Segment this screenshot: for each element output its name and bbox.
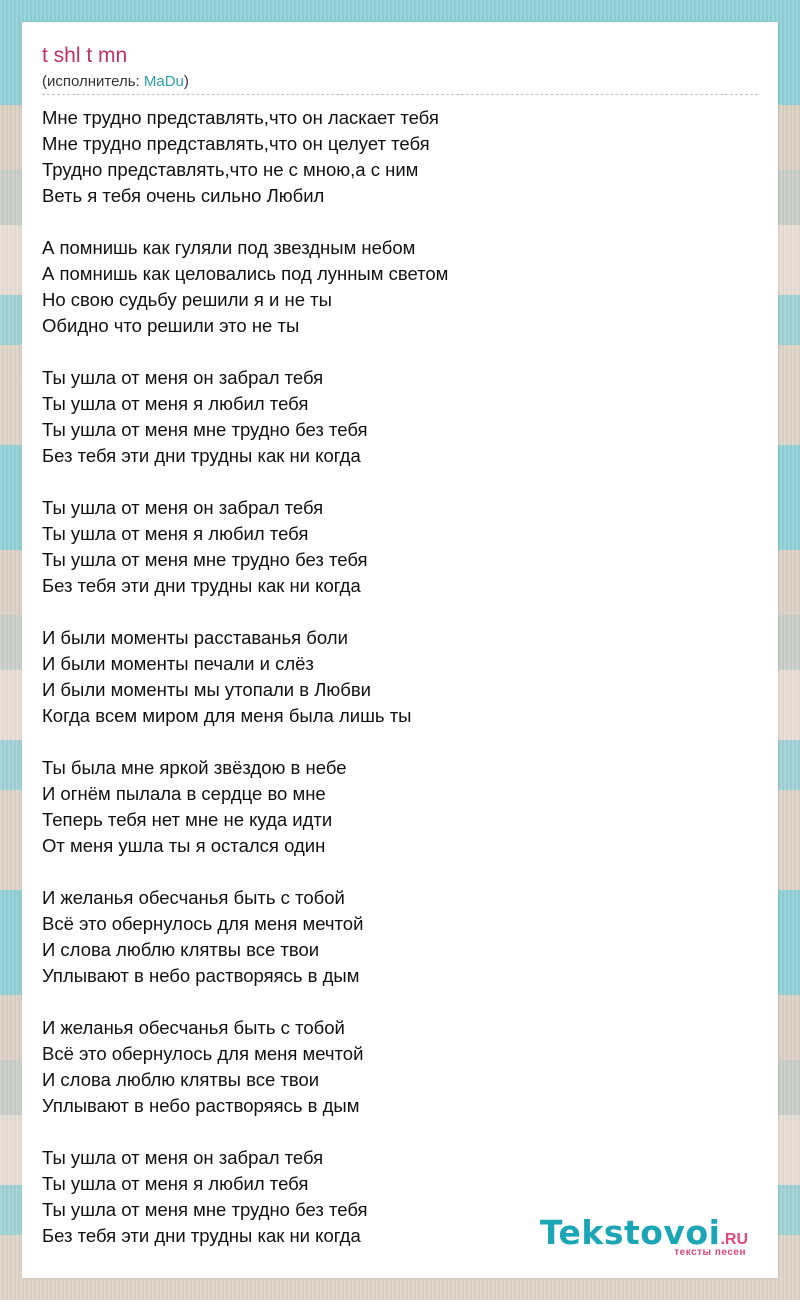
song-title: t shl t mn <box>42 44 128 67</box>
lyric-line: Теперь тебя нет мне не куда идти <box>42 809 333 830</box>
artist-link[interactable]: MaDu <box>143 73 184 90</box>
artist-line <box>42 73 189 90</box>
lyrics-stanza <box>42 365 448 469</box>
lyric-line: И были моменты мы утопали в Любви <box>42 679 372 700</box>
lyrics-card <box>22 22 778 1278</box>
lyric-line: И желанья обесчанья быть с тобой <box>42 1017 345 1038</box>
lyrics-body <box>42 105 448 1249</box>
lyric-line: Ты ушла от меня он забрал тебя <box>42 497 324 518</box>
lyric-line: Ты ушла от меня я любил тебя <box>42 1173 309 1194</box>
lyric-line: Когда всем миром для меня была лишь ты <box>42 705 412 726</box>
lyrics-stanza <box>42 495 448 599</box>
logo-name: Tekstovoi <box>539 1213 721 1252</box>
lyric-line: Мне трудно представлять,что он целует тебя <box>42 133 430 154</box>
lyric-line: Ты была мне яркой звёздою в небе <box>42 757 347 778</box>
lyric-line: Ты ушла от меня мне трудно без тебя <box>42 419 368 440</box>
logo-tld: .RU <box>720 1231 748 1248</box>
lyrics-stanza <box>42 755 448 859</box>
lyric-line: Веть я тебя очень сильно Любил <box>42 185 325 206</box>
lyric-line: Трудно представлять,что не с мною,а с ним <box>42 159 419 180</box>
lyric-line: Всё это обернулось для меня мечтой <box>42 913 364 934</box>
lyric-line: Ты ушла от меня я любил тебя <box>42 393 309 414</box>
lyric-line: Без тебя эти дни трудны как ни когда <box>42 445 361 466</box>
lyrics-stanza <box>42 235 448 339</box>
lyric-line: Ты ушла от меня он забрал тебя <box>42 1147 324 1168</box>
lyric-line: Но свою судьбу решили я и не ты <box>42 289 332 310</box>
lyrics-stanza <box>42 105 448 209</box>
lyric-line: Уплывают в небо растворяясь в дым <box>42 965 360 986</box>
lyric-line: Мне трудно представлять,что он ласкает тебя <box>42 107 439 128</box>
lyric-line: И были моменты печали и слёз <box>42 653 314 674</box>
artist-suffix: ) <box>183 73 189 90</box>
lyric-line: Всё это обернулось для меня мечтой <box>42 1043 364 1064</box>
artist-prefix: (исполнитель: <box>42 73 144 90</box>
lyric-line: И были моменты расставанья боли <box>42 627 348 648</box>
lyrics-stanza <box>42 1015 448 1119</box>
logo-tagline: тексты песен <box>674 1247 746 1258</box>
title-divider <box>42 94 758 95</box>
lyric-line: От меня ушла ты я остался один <box>42 835 326 856</box>
lyric-line: Обидно что решили это не ты <box>42 315 300 336</box>
lyric-line: Без тебя эти дни трудны как ни когда <box>42 575 361 596</box>
lyric-line: И слова люблю клятвы все твои <box>42 1069 320 1090</box>
lyric-line: А помнишь как целовались под лунным светом <box>42 263 449 284</box>
lyric-line: А помнишь как гуляли под звездным небом <box>42 237 416 258</box>
lyric-line: Уплывают в небо растворяясь в дым <box>42 1095 360 1116</box>
lyric-line: И желанья обесчанья быть с тобой <box>42 887 345 908</box>
site-logo[interactable] <box>539 1213 748 1258</box>
lyric-line: Ты ушла от меня мне трудно без тебя <box>42 1199 368 1220</box>
lyric-line: Ты ушла от меня я любил тебя <box>42 523 309 544</box>
lyric-line: Ты ушла от меня мне трудно без тебя <box>42 549 368 570</box>
lyric-line: Без тебя эти дни трудны как ни когда <box>42 1225 361 1246</box>
lyric-line: Ты ушла от меня он забрал тебя <box>42 367 324 388</box>
lyrics-stanza <box>42 625 448 729</box>
lyrics-stanza <box>42 885 448 989</box>
lyrics-stanza <box>42 1145 448 1249</box>
lyric-line: И огнём пылала в сердце во мне <box>42 783 326 804</box>
lyric-line: И слова люблю клятвы все твои <box>42 939 320 960</box>
